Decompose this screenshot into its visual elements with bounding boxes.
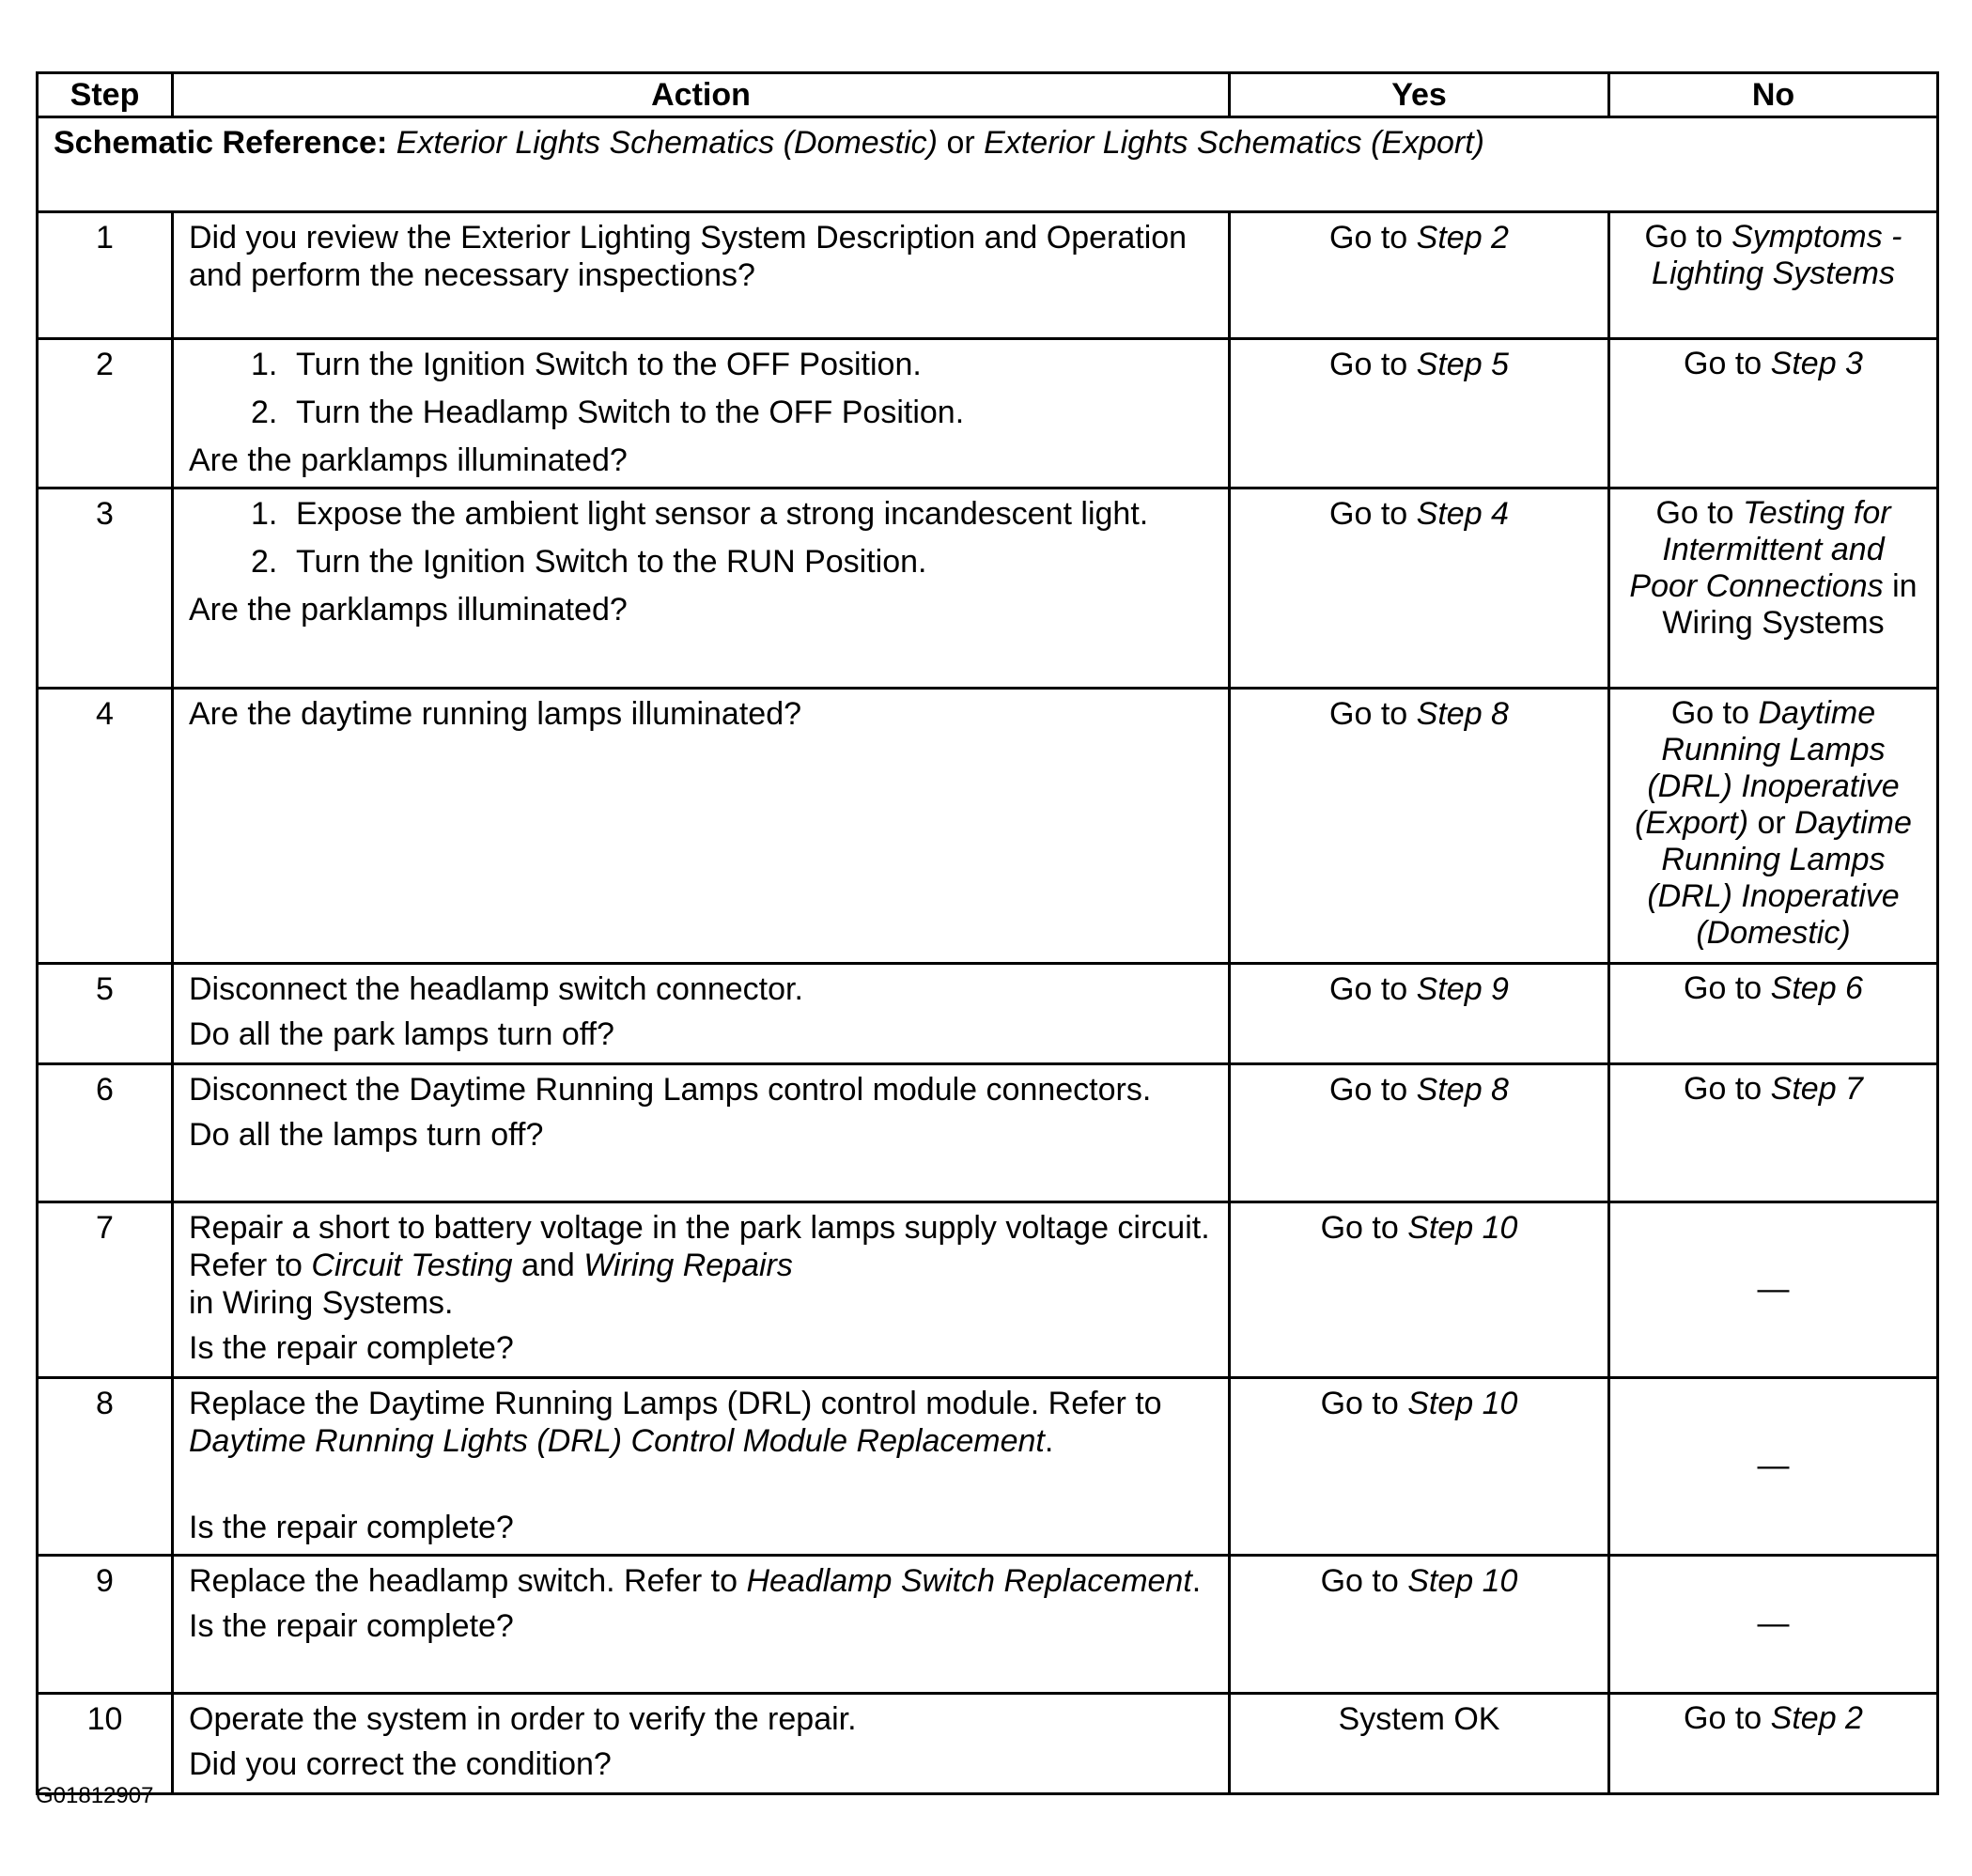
action-text: Operate the system in order to verify the repair. [189,1701,857,1737]
no-link[interactable]: Step 6 [1770,970,1863,1006]
substep-list [189,495,1213,581]
reference-label: Schematic Reference: [54,125,388,161]
step-number: 1 [38,212,173,339]
substep-text: Turn the Ignition Switch to the RUN Position. [296,544,927,580]
no-cell [1609,964,1938,1064]
action-cell [173,1378,1230,1556]
no-prefix: Go to [1684,1700,1762,1736]
no-dash: — [1757,1447,1790,1483]
substep [251,495,1213,533]
action-period: . [1044,1423,1054,1459]
action-cell [173,212,1230,339]
step-number: 7 [38,1202,173,1378]
step-number: 5 [38,964,173,1064]
yes-prefix: Go to [1329,220,1408,256]
yes-cell [1230,212,1609,339]
no-prefix: Go to [1644,219,1723,255]
substep [251,346,1213,383]
yes-link[interactable]: Step 4 [1416,496,1509,532]
yes-link[interactable]: Step 10 [1407,1563,1518,1599]
yes-prefix: Go to [1329,696,1408,732]
table-row [38,212,1938,339]
no-cell [1609,1556,1938,1694]
no-link[interactable]: Step 2 [1770,1700,1863,1736]
action-text [189,1385,1213,1460]
table-row [38,1378,1938,1556]
no-link[interactable]: Symptoms - Lighting Systems [1652,219,1902,291]
substep [251,543,1213,581]
yes-cell [1230,1202,1609,1378]
table-row [38,964,1938,1064]
action-cell [173,1064,1230,1202]
yes-prefix: Go to [1329,971,1408,1007]
action-text [189,1209,1213,1322]
no-cell [1609,689,1938,964]
yes-text: System OK [1338,1701,1500,1737]
action-cell [173,1556,1230,1694]
no-prefix: Go to [1684,970,1762,1006]
question-text: Do all the lamps turn off? [189,1117,544,1153]
table-row [38,339,1938,488]
step-number: 6 [38,1064,173,1202]
yes-link[interactable]: Step 5 [1416,347,1509,382]
reference-link-export[interactable]: Exterior Lights Schematics (Export) [984,125,1484,161]
yes-prefix: Go to [1320,1563,1399,1599]
action-text: Disconnect the headlamp switch connector. [189,971,803,1007]
yes-prefix: Go to [1320,1210,1399,1246]
question-text: Are the parklamps illuminated? [189,592,628,628]
yes-cell [1230,488,1609,689]
table-row [38,689,1938,964]
header-action: Action [173,73,1230,117]
action-text: Did you review the Exterior Lighting System Description and Operation and perform the necessary inspections? [189,220,1188,293]
no-prefix: Go to [1684,1071,1762,1107]
table-row [38,1694,1938,1794]
header-step: Step [38,73,173,117]
action-cell [173,1694,1230,1794]
action-and: and [521,1248,575,1283]
yes-prefix: Go to [1329,496,1408,532]
no-cell [1609,1694,1938,1794]
substep-number: 1. [251,496,278,532]
question-text: Do all the park lamps turn off? [189,1016,614,1052]
action-text [189,1562,1213,1600]
no-link-domestic[interactable]: Daytime Running Lamps (DRL) Inoperative (Domestic) [1647,805,1912,951]
yes-link[interactable]: Step 9 [1416,971,1509,1007]
question-text: Is the repair complete? [189,1330,514,1366]
step-number: 9 [38,1556,173,1694]
no-cell [1609,488,1938,689]
substep-text: Turn the Ignition Switch to the OFF Position. [296,347,922,382]
yes-cell [1230,339,1609,488]
substep-number: 1. [251,347,278,382]
no-cell [1609,1202,1938,1378]
schematic-reference-row [38,117,1938,212]
yes-link[interactable]: Step 10 [1407,1386,1518,1421]
action-link-circuit-testing[interactable]: Circuit Testing [311,1248,513,1283]
action-cell [173,1202,1230,1378]
action-cell [173,488,1230,689]
substep-number: 2. [251,395,278,430]
table-row [38,1202,1938,1378]
no-cell [1609,1064,1938,1202]
no-prefix: Go to [1670,695,1749,731]
action-text-part: in Wiring Systems. [189,1285,454,1321]
table-header-row [38,73,1938,117]
no-dash: — [1757,1270,1790,1307]
yes-link[interactable]: Step 10 [1407,1210,1518,1246]
no-cell [1609,1378,1938,1556]
table-row [38,1556,1938,1694]
yes-prefix: Go to [1329,1072,1408,1108]
yes-link[interactable]: Step 8 [1416,696,1509,732]
no-suffix: in Wiring Systems [1662,568,1918,641]
no-cell [1609,212,1938,339]
action-text: Disconnect the Daytime Running Lamps control module connectors. [189,1072,1152,1108]
no-link[interactable]: Step 7 [1770,1071,1863,1107]
action-cell [173,689,1230,964]
action-period: . [1191,1563,1202,1599]
yes-link[interactable]: Step 2 [1416,220,1509,256]
step-number: 10 [38,1694,173,1794]
action-text: Are the daytime running lamps illuminated? [189,696,802,732]
schematic-reference [38,117,1938,212]
diagnostic-table [36,71,1939,1795]
yes-cell [1230,689,1609,964]
substep-text: Expose the ambient light sensor a strong incandescent light. [296,496,1149,532]
no-link[interactable]: Testing for Intermittent and Poor Connections [1629,495,1891,604]
yes-cell [1230,1556,1609,1694]
action-text-part: Replace the headlamp switch. Refer to [189,1563,738,1599]
substep-list [189,346,1213,431]
step-number: 3 [38,488,173,689]
no-prefix: Go to [1655,495,1734,531]
action-text-part: Replace the Daytime Running Lamps (DRL) control module. Refer to [189,1386,1162,1421]
yes-cell [1230,964,1609,1064]
no-link-export[interactable]: Daytime Running Lamps (DRL) Inoperative (Export) [1635,695,1900,841]
substep-text: Turn the Headlamp Switch to the OFF Position. [296,395,965,430]
substep-number: 2. [251,544,278,580]
action-link-drl-module-replacement[interactable]: Daytime Running Lights (DRL) Control Module Replacement [189,1423,1045,1459]
action-link-wiring-repairs[interactable]: Wiring Repairs [583,1248,793,1283]
yes-cell [1230,1378,1609,1556]
substep [251,394,1213,431]
yes-prefix: Go to [1329,347,1408,382]
no-dash: — [1757,1605,1790,1641]
action-link-headlamp-switch-replacement[interactable]: Headlamp Switch Replacement [746,1563,1192,1599]
yes-cell [1230,1064,1609,1202]
yes-link[interactable]: Step 8 [1416,1072,1509,1108]
diagnostic-table-container [36,71,1936,1795]
table-row [38,488,1938,689]
step-number: 2 [38,339,173,488]
question-text: Is the repair complete? [189,1608,514,1644]
no-prefix: Go to [1684,346,1762,381]
yes-cell [1230,1694,1609,1794]
figure-id: G01812907 [36,1783,154,1808]
step-number: 8 [38,1378,173,1556]
table-row [38,1064,1938,1202]
step-number: 4 [38,689,173,964]
action-text-part: Repair a short to battery voltage in the park lamps supply voltage circuit. Refer to [189,1210,1210,1283]
no-cell [1609,339,1938,488]
question-text: Did you correct the condition? [189,1746,612,1782]
header-yes: Yes [1230,73,1609,117]
no-link[interactable]: Step 3 [1770,346,1863,381]
no-or: or [1757,805,1786,841]
reference-link-domestic[interactable]: Exterior Lights Schematics (Domestic) [396,125,939,161]
question-text: Is the repair complete? [189,1510,514,1545]
action-cell [173,339,1230,488]
action-cell [173,964,1230,1064]
question-text: Are the parklamps illuminated? [189,442,628,478]
reference-or: or [946,125,975,161]
yes-prefix: Go to [1320,1386,1399,1421]
header-no: No [1609,73,1938,117]
